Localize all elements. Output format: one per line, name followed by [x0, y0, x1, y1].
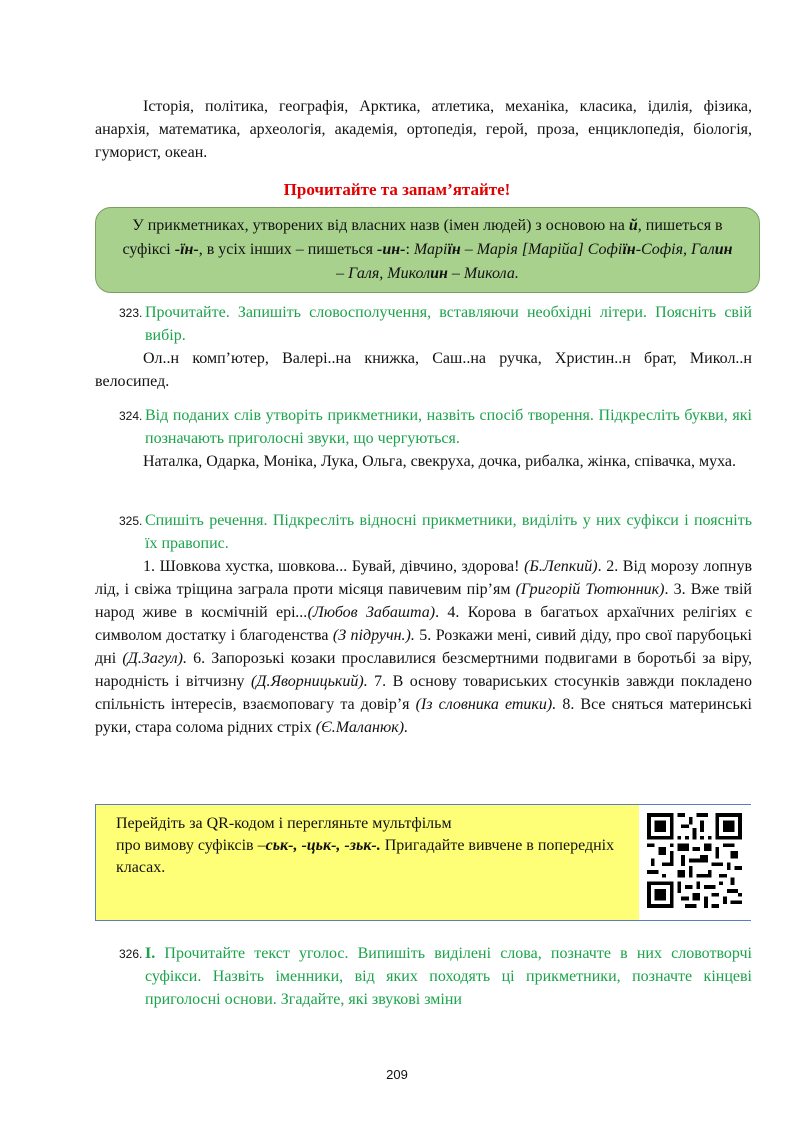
qr-info-line: Перейдіть за QR-кодом і перегляньте мультфільм [116, 815, 452, 832]
sentence: . 2. Від морозу лопнув лід, і свіжа тріщина заграла проти місяця павичевим пір’ям [95, 558, 753, 598]
rule-example: – Микола. [447, 265, 519, 282]
rule-suffix-yin: -їн- [174, 241, 199, 258]
exercise-part-label: І. [145, 945, 156, 962]
qr-info-line: Пригадайте вивчене в попередніх класах. [116, 837, 615, 876]
rule-example: Марі [413, 241, 448, 258]
rule-example-suffix: їн [447, 241, 461, 258]
author: (Григорій Тютюнник) [515, 581, 665, 598]
exercise-task: Прочитайте. Запишіть словосполучення, вставляючи необхідні літери. Поясніть свій вибір. [145, 304, 752, 344]
exercise-number: 326. [119, 947, 143, 961]
suffix-list: ськ-, -цьк-, -зьк-. [265, 837, 381, 854]
rule-suffix-yn: -ин- [377, 241, 406, 258]
exercise-task: Від поданих слів утворіть прикметники, назвіть спосіб творення. Підкресліть букви, які позначають приголосні звуки, що чергуються. [145, 407, 752, 447]
rule-example: – Марія [Марійа] Софі [460, 241, 623, 258]
author: (Д.Яворницький). [250, 673, 368, 690]
exercise-number: 324. [119, 409, 143, 423]
author: (Д.Загул). [122, 650, 187, 667]
sentence: . 4. Корова в багатьох архаїчних релігіях є символом достатку і благоденства [95, 604, 752, 644]
rule-text: У прикметниках, утворених від власних назв (імен людей) з основою на [132, 217, 629, 234]
author: (З підручн.). [332, 627, 415, 644]
rule-text: , в усіх інших – пишеться [198, 241, 378, 258]
sentence: 7. В основу товариських стосунків завжди покладено спільність інтересів, взаємоповагу та довір’я [95, 673, 752, 713]
sentence: 1. Шовкова хустка, шовкова... Бувай, дівчино, здорова! [143, 558, 525, 575]
exercise-325 [95, 509, 752, 739]
rule-text: , пишеться в суфіксі [122, 217, 723, 258]
rule-example-suffix: ин [714, 241, 733, 258]
exercise-task: Спишіть речення. Підкресліть відносні прикметники, виділіть у них суфікси і поясніть їх правопис. [145, 512, 752, 552]
author: (Із словника етики). [415, 696, 557, 713]
sentence: 5. Розкажи мені, сивий діду, про свої парубоцькі дні [95, 627, 753, 667]
rule-example-suffix: їн [622, 241, 636, 258]
rule-letter: й [628, 217, 638, 234]
rule-heading: Прочитайте та запам’ятайте! [283, 180, 511, 199]
author: (Є.Маланюк). [315, 719, 409, 736]
exercise-number: 323. [119, 306, 143, 320]
word-list-paragraph: Історія, політика, географія, Арктика, атлетика, механіка, класика, ідилія, фізика, анархія, математика, археологія, академія, ортопедія, герой, проза, енциклопедія, біологія, гуморист, океан. [95, 98, 752, 161]
exercise-body: Наталка, Одарка, Моніка, Лука, Ольга, свекруха, дочка, рибалка, жінка, співачка, муха. [143, 453, 736, 470]
author: ...(Любов Забашта) [295, 604, 436, 621]
exercise-sentences [95, 555, 752, 739]
qr-info-text [116, 813, 636, 879]
rule-example: -Софія, Гал [635, 241, 715, 258]
exercise-324 [95, 404, 752, 473]
sentence: . 3. Вже твій народ живе в космічній ері [95, 581, 752, 621]
sentence: 8. Все сняться материнські руки, стара солома рідних стріх [95, 696, 752, 736]
exercise-323 [95, 301, 752, 393]
qr-info-box [95, 804, 751, 921]
exercise-body: Ол..н комп’ютер, Валері..на книжка, Саш..на ручка, Христин..н брат, Микол..н велосипед. [95, 350, 752, 390]
qr-code-area [639, 805, 751, 920]
exercise-task: Прочитайте текст уголос. Випишіть виділені слова, позначте в них словотворчі суфікси. Назвіть іменники, від яких походять ці прикметники, позначте кінцеві приголосні основи. Згадайте, які звукові зміни [145, 945, 752, 1008]
qr-code-icon[interactable] [647, 813, 742, 908]
rule-text: : [405, 241, 414, 258]
sentence: 6. Запорозькі козаки прославилися безсмертними подвигами в боротьбі за віру, народність і вітчизну [95, 650, 752, 690]
author: (Б.Лепкий) [524, 558, 598, 575]
rule-example-suffix: ин [430, 265, 448, 282]
rule-example: – Галя, Микол [336, 265, 431, 282]
exercise-326 [95, 942, 752, 1011]
page-number: 209 [386, 1067, 408, 1082]
rule-box [95, 207, 760, 293]
qr-info-line: про вимову суфіксів – [116, 837, 266, 854]
exercise-number: 325. [119, 514, 143, 528]
